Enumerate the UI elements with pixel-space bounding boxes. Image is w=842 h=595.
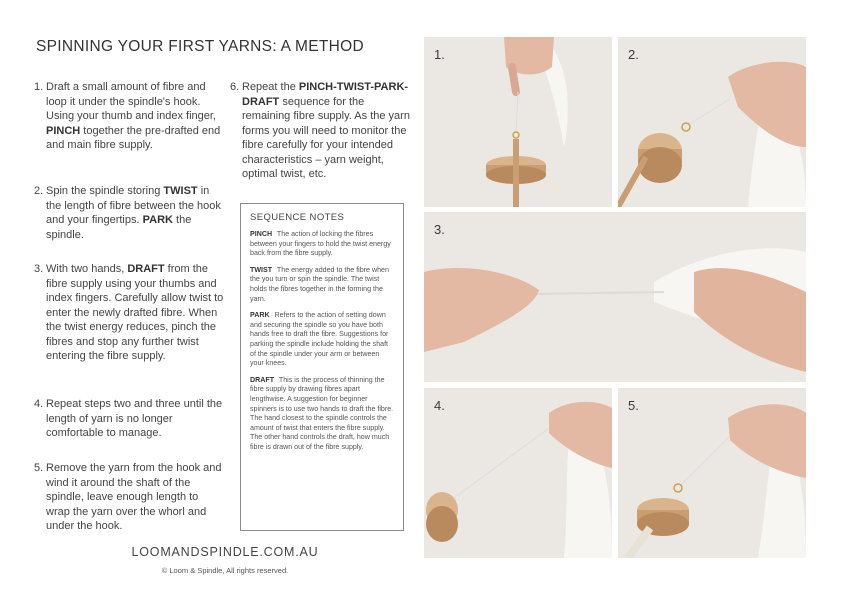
photo-number: 4. [434, 398, 445, 413]
step-text: Draft a small amount of fibre and loop it under the spindle's hook. Using your thumb and index finger, PINCH together the pre-drafted end and main fibre supply. [46, 81, 221, 151]
step-text: Spin the spindle storing TWIST in the length of fibre between the hook and your fingertips. PARK the spindle. [46, 185, 221, 241]
photo-number: 1. [434, 47, 445, 62]
step-text: With two hands, DRAFT from the fibre supply using your thumbs and index fingers. Carefully allow twist to enter the newly drafted fibre. When the twist energy reduces, pinch the fibres and stop any further twist entering the fibre supply. [46, 263, 224, 362]
step-3 [34, 262, 224, 364]
step-number: 1. [34, 81, 44, 93]
photo-number: 5. [628, 398, 639, 413]
step-4 [34, 397, 224, 441]
photo-step-3 [424, 212, 806, 382]
photo-number: 3. [434, 222, 445, 237]
note-draft: DRAFT This is the process of thinning the fibre supply by drawing fibres apart lengthwise. A suggestion for beginner spinners is to use two hands to draft the fibre. The hand closest to the spindle controls the amount of twist that enters the fibre supply. The other hand controls the draft, how much fibre is drawn out of the fibre supply. [250, 375, 394, 451]
note-park: PARK Refers to the action of setting down and securing the spindle so you have both hands free to draft the fibre. Suggestions for parking the spindle include holding the shaft of the spindle under your arm or between your knees. [250, 311, 389, 368]
step-5 [34, 461, 224, 534]
page-title: SPINNING YOUR FIRST YARNS: A METHOD [36, 38, 365, 55]
step-number: 5. [34, 462, 44, 474]
photo-step-5 [618, 388, 806, 558]
note-twist: TWIST The energy added to the fibre when the you turn or spin the spindle. The twist holds the fibres together in the forming the yarn. [250, 265, 389, 303]
footer-url[interactable]: LOOMANDSPINDLE.COM.AU [131, 545, 319, 559]
notes-title: SEQUENCE NOTES [250, 212, 345, 223]
note-pinch: PINCH The action of locking the fibres between your fingers to hold the twist energy back from the fibre supply. [250, 230, 391, 258]
footer-copyright: © Loom & Spindle, All rights reserved. [161, 566, 289, 575]
step-1 [34, 80, 224, 153]
step-number: 4. [34, 398, 44, 410]
step-number: 2. [34, 185, 44, 197]
photo-number: 2. [628, 47, 639, 62]
step-6 [230, 80, 410, 182]
step-text: Remove the yarn from the hook and wind it around the shaft of the spindle, leave enough length to wrap the yarn over the whorl and under the hook. [46, 462, 222, 532]
step-2 [34, 184, 224, 242]
step-text: Repeat the PINCH-TWIST-PARK-DRAFT sequence for the remaining fibre supply. As the yarn forms you will need to monitor the fibre carefully for your intended characteristics – yarn weight, optimal twist, etc. [242, 81, 410, 180]
sequence-notes-box [240, 203, 404, 531]
photo-step-2 [618, 37, 806, 207]
photo-step-4 [424, 388, 612, 558]
step-number: 3. [34, 263, 44, 275]
photo-step-1 [424, 37, 612, 207]
step-number: 6. [230, 81, 240, 93]
step-text: Repeat steps two and three until the length of yarn is no longer comfortable to manage. [46, 398, 223, 439]
